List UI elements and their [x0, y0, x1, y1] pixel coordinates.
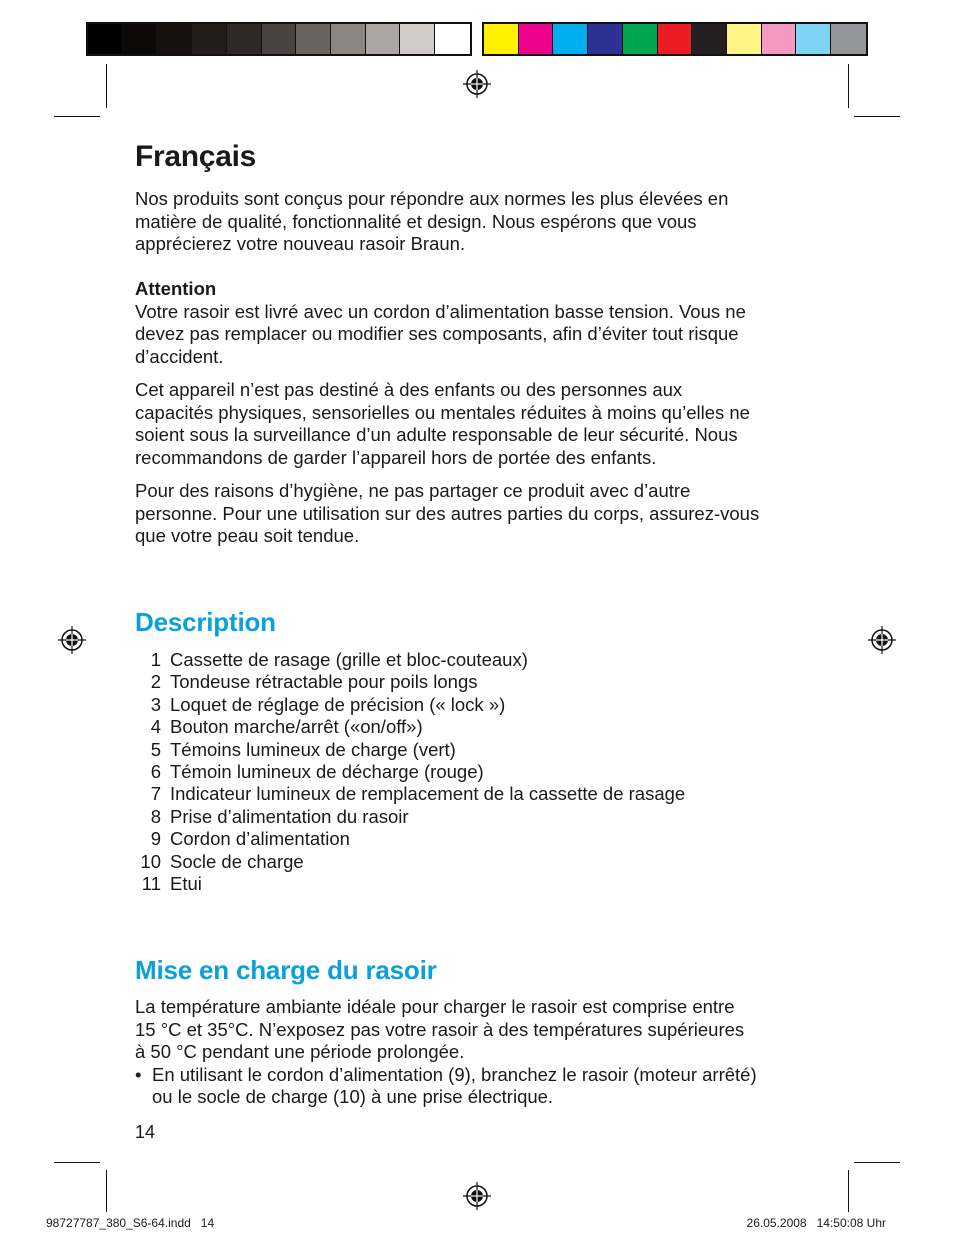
children-warning-line: capacités physiques, sensorielles ou mentales réduites à moins qu’elles ne — [135, 401, 750, 423]
list-item — [135, 783, 825, 805]
color-swatch — [762, 24, 797, 54]
attention-block — [135, 278, 825, 368]
gray-swatch — [192, 24, 227, 54]
list-item — [135, 873, 825, 895]
charging-heading: Mise en charge du rasoir — [135, 955, 437, 985]
intro-line: apprécierez votre nouveau rasoir Braun. — [135, 233, 466, 254]
children-warning-line: recommandons de garder l’appareil hors de portée des enfants. — [135, 446, 657, 468]
list-item — [135, 716, 825, 738]
bullet-line: En utilisant le cordon d’alimentation (9), branchez le rasoir (moteur arrêté) — [152, 1063, 757, 1085]
crop-mark-bottom-left-v — [106, 1170, 107, 1212]
intro-line: Nos produits sont conçus pour répondre aux normes les plus élevées en — [135, 188, 729, 209]
gray-swatch — [262, 24, 297, 54]
gray-swatch — [123, 24, 158, 54]
color-swatch — [484, 24, 519, 54]
list-item — [135, 649, 825, 671]
item-number: 3 — [150, 693, 161, 715]
item-text: Témoin lumineux de décharge (rouge) — [170, 761, 484, 783]
item-text: Cassette de rasage (grille et bloc-couteaux) — [170, 649, 528, 670]
process-color-bar — [482, 22, 868, 56]
hygiene-paragraph — [135, 480, 825, 548]
hygiene-line: personne. Pour une utilisation sur des autres parties du corps, assurez-vous — [135, 502, 760, 524]
crop-mark-bottom-left-h — [54, 1162, 100, 1163]
children-warning-line: Cet appareil n’est pas destiné à des enfants ou des personnes aux — [135, 379, 683, 400]
children-warning-paragraph — [135, 379, 825, 469]
item-number: 9 — [150, 828, 161, 850]
gray-swatch — [227, 24, 262, 54]
item-text: Cordon d’alimentation — [170, 828, 350, 850]
color-swatch — [553, 24, 588, 54]
crop-mark-top-left-v — [106, 64, 107, 108]
color-swatch — [588, 24, 623, 54]
gray-swatch — [400, 24, 435, 54]
item-number: 8 — [150, 805, 161, 827]
item-text: Indicateur lumineux de remplacement de la cassette de rasage — [170, 783, 686, 805]
list-item — [135, 806, 825, 828]
charging-bullet-item — [135, 1064, 825, 1109]
charging-line: 15 °C et 35°C. N’exposez pas votre rasoir à des températures supérieures — [135, 1018, 745, 1040]
crop-mark-top-right-v — [848, 64, 849, 108]
list-item — [135, 671, 825, 693]
color-swatch — [831, 24, 866, 54]
item-number: 5 — [150, 738, 161, 760]
parts-list — [135, 649, 825, 895]
color-swatch — [623, 24, 658, 54]
color-swatch — [692, 24, 727, 54]
crop-mark-bottom-right-v — [848, 1170, 849, 1212]
crop-mark-top-right-h — [854, 116, 900, 117]
gray-swatch — [157, 24, 192, 54]
footer-file-info: 98727787_380_S6-64.indd 14 — [46, 1216, 215, 1230]
gray-swatch — [331, 24, 366, 54]
attention-heading: Attention — [135, 278, 217, 299]
item-number: 4 — [150, 716, 161, 738]
registration-mark-icon — [58, 626, 86, 654]
item-number: 11 — [141, 873, 161, 895]
gray-swatch — [435, 24, 470, 54]
item-text: Etui — [170, 873, 202, 895]
page-number: 14 — [135, 1122, 156, 1142]
item-number: 2 — [150, 671, 161, 693]
item-text: Témoins lumineux de charge (vert) — [170, 738, 456, 760]
gray-swatch — [366, 24, 401, 54]
gray-swatch — [296, 24, 331, 54]
list-item — [135, 828, 825, 850]
charging-line: La température ambiante idéale pour charger le rasoir est comprise entre — [135, 996, 735, 1017]
list-item — [135, 739, 825, 761]
children-warning-line: soient sous la surveillance d’un adulte responsable de leur sécurité. Nous — [135, 424, 738, 445]
registration-mark-icon — [868, 626, 896, 654]
item-text: Loquet de réglage de précision (« lock ») — [170, 693, 506, 715]
item-number: 7 — [150, 783, 161, 805]
intro-paragraph — [135, 188, 825, 256]
color-swatch — [796, 24, 831, 54]
list-item — [135, 694, 825, 716]
registration-mark-icon — [463, 1182, 491, 1210]
attention-line: d’accident. — [135, 345, 224, 367]
page-title: Français — [135, 140, 256, 173]
crop-mark-top-left-h — [54, 116, 100, 117]
color-swatch — [727, 24, 762, 54]
hygiene-line: Pour des raisons d’hygiène, ne pas partager ce produit avec d’autre — [135, 480, 691, 501]
item-text: Socle de charge — [170, 850, 304, 872]
grayscale-color-bar — [86, 22, 472, 56]
charging-line: à 50 °C pendant une période prolongée. — [135, 1041, 465, 1062]
description-heading: Description — [135, 607, 276, 637]
item-text: Bouton marche/arrêt («on/off») — [170, 716, 423, 738]
gray-swatch — [88, 24, 123, 54]
charging-paragraph — [135, 996, 825, 1109]
bullet-symbol: • — [135, 1063, 142, 1085]
item-text: Tondeuse rétractable pour poils longs — [170, 671, 478, 693]
item-number: 10 — [140, 850, 161, 872]
crop-mark-bottom-right-h — [854, 1162, 900, 1163]
hygiene-line: que votre peau soit tendue. — [135, 525, 360, 546]
item-text: Prise d’alimentation du rasoir — [170, 805, 409, 827]
list-item — [135, 761, 825, 783]
bullet-line: ou le socle de charge (10) à une prise électrique. — [152, 1086, 554, 1107]
intro-line: matière de qualité, fonctionnalité et design. Nous espérons que vous — [135, 210, 697, 232]
item-number: 6 — [150, 761, 161, 783]
item-number: 1 — [150, 649, 161, 670]
attention-line: devez pas remplacer ou modifier ses composants, afin d’éviter tout risque — [135, 323, 739, 344]
registration-mark-icon — [463, 70, 491, 98]
color-swatch — [658, 24, 693, 54]
footer-timestamp: 26.05.2008 14:50:08 Uhr — [746, 1216, 886, 1230]
attention-line: Votre rasoir est livré avec un cordon d’alimentation basse tension. Vous ne — [135, 300, 746, 322]
color-swatch — [519, 24, 554, 54]
list-item — [135, 851, 825, 873]
